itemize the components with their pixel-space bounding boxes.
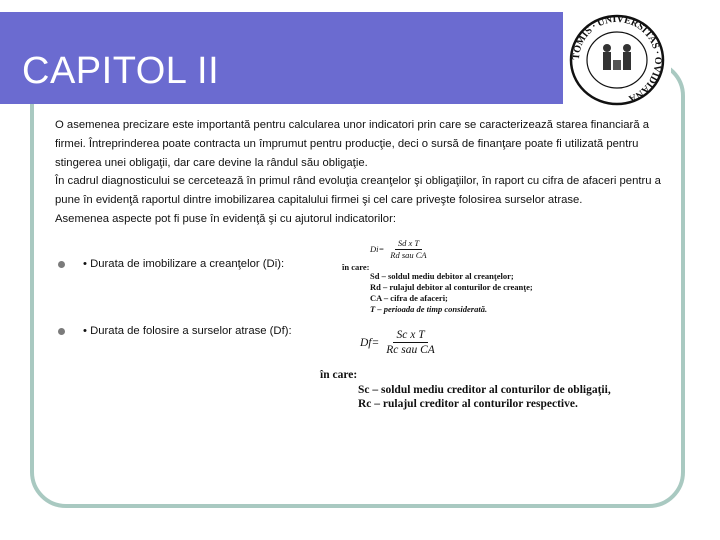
paragraph-1: O asemenea precizare este importantă pentru calcularea unor indicatori prin care se caracterizează starea financiară a firmei. Întreprinderea poate contracta un împrumut pentru producţie, deci o sursă de finanţare poate fi utilizată pentru stingerea unei obligaţii, dar care devine la rândul său obligaţie. — [55, 119, 650, 169]
formula-di-definitions — [370, 271, 533, 315]
def-rc: Rc – rulajul creditor al conturilor respective. — [358, 398, 578, 410]
def-sc: Sc – soldul mediu creditor al conturilor de obligaţii, — [358, 384, 611, 396]
paragraph-2: În cadrul diagnosticului se cercetează în primul rând evoluţia creanţelor şi obligaţiilor, în raport cu cifra de afaceri pentru a pune în evidenţă raportul dintre imobilizarea capitalului firmei şi cel care priveşte folosirea surselor atrase. — [55, 175, 661, 207]
def-rd: Rd – rulajul debitor al conturilor de creanţe; — [370, 282, 533, 292]
page-title: CAPITOL II — [22, 50, 220, 92]
formula-di-lhs: Di= — [370, 244, 385, 254]
list-item-df — [58, 325, 292, 337]
university-seal-icon — [563, 10, 671, 110]
formula-df — [360, 328, 438, 357]
bullet-dot-icon — [58, 328, 65, 335]
def-t: T – perioada de timp considerată. — [370, 304, 488, 314]
bullet-dot-icon — [58, 261, 65, 268]
formula-df-in-care: în care: — [320, 369, 358, 381]
formula-df-definitions — [358, 383, 611, 411]
def-ca: CA – cifra de afaceri; — [370, 293, 448, 303]
seal-text: TOMIS ∙ UNIVERSITAS ∙ OVIDIANA — [570, 13, 664, 104]
body-text — [55, 116, 670, 229]
def-sd: Sd – soldul mediu debitor al creanţelor; — [370, 271, 514, 281]
bullet-label-di: • Durata de imobilizare a creanţelor (Di): — [83, 258, 285, 270]
formula-df-lhs: Df= — [360, 336, 380, 349]
formula-di — [370, 238, 430, 261]
formula-di-numerator: Sd x T — [395, 238, 422, 250]
bullet-label-df: • Durata de folosire a surselor atrase (Df): — [83, 325, 292, 337]
formula-di-in-care: în care: — [342, 262, 370, 272]
formula-di-denominator: Rd sau CA — [390, 250, 427, 260]
list-item-di — [58, 258, 284, 270]
formula-df-denominator: Rc sau CA — [386, 344, 435, 356]
paragraph-3: Asemenea aspecte pot fi puse în evidenţă şi cu ajutorul indicatorilor: — [55, 212, 396, 225]
formula-df-numerator: Sc x T — [393, 328, 427, 343]
